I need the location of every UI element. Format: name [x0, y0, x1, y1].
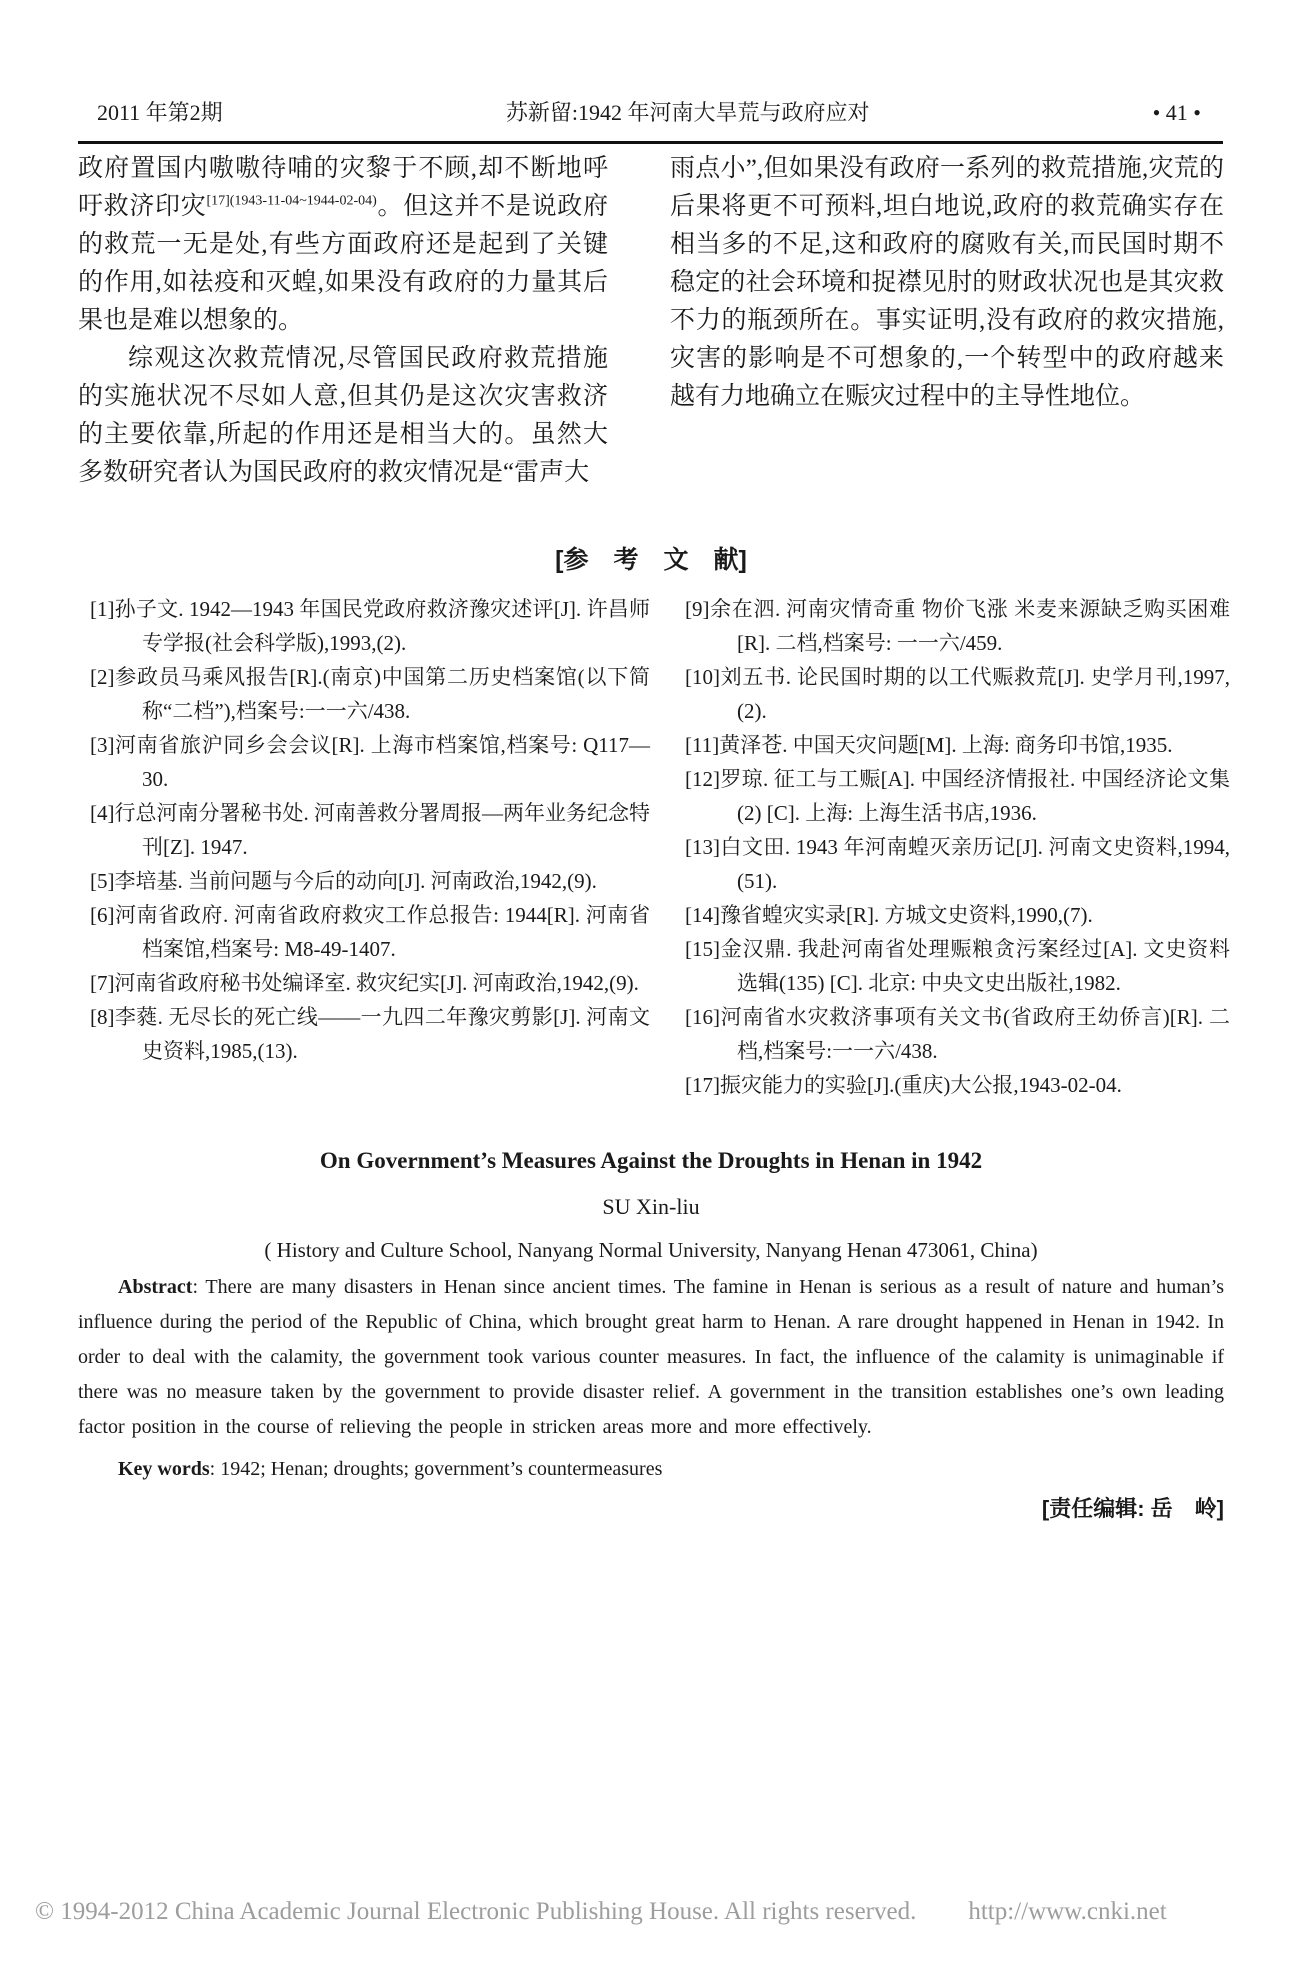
header-rule — [78, 141, 1223, 144]
reference-item: [3]河南省旅沪同乡会会议[R]. 上海市档案馆,档案号: Q117—30. — [90, 733, 650, 791]
reference-item: [2]参政员马乘风报告[R].(南京)中国第二历史档案馆(以下简称“二档”),档案号:一一六/438. — [90, 665, 650, 723]
body-paragraph-continuation — [78, 150, 608, 340]
body-paragraph-2: 综观这次救荒情况,尽管国民政府救荒措施的实施状况不尽如人意,但其仍是这次灾害救济的主要依靠,所起的作用还是相当大的。虽然大多数研究者认为国民政府的救灾情况是“雷声大 — [78, 345, 608, 486]
reference-item: [9]余在泗. 河南灾情奇重 物价飞涨 米麦来源缺乏购买困难[R]. 二档,档案号: 一一六/459. — [685, 597, 1230, 655]
reference-item: [8]李蕤. 无尽长的死亡线——一九四二年豫灾剪影[J]. 河南文史资料,1985,(13). — [90, 1005, 650, 1063]
english-keywords — [78, 1458, 1224, 1481]
page-header — [97, 96, 1201, 127]
reference-item: [15]金汉鼎. 我赴河南省处理赈粮贪污案经过[A]. 文史资料选辑(135) [C]. 北京: 中央文史出版社,1982. — [685, 937, 1230, 995]
issue-label: 2011 年第2期 — [97, 100, 223, 125]
reference-item: [16]河南省水灾救济事项有关文书(省政府王幼侨言)[R]. 二档,档案号:一一六/438. — [685, 1005, 1230, 1063]
footnote-reference: [17](1943-11-04~1944-02-04) — [206, 193, 377, 209]
body-paragraph-2-continued: 雨点小”,但如果没有政府一系列的救荒措施,灾荒的后果将更不可预料,坦白地说,政府的救荒确实存在相当多的不足,这和政府的腐败有关,而民国时期不稳定的社会环境和捉襟见肘的财政状况也是其灾救不力的瓶颈所在。事实证明,没有政府的救灾措施,灾害的影响是不可想象的,一个转型中的政府越来越有力地确立在赈灾过程中的主导性地位。 — [670, 155, 1224, 410]
abstract-label: Abstract — [118, 1276, 193, 1298]
english-title: On Government’s Measures Against the Droughts in Henan in 1942 — [319, 1148, 983, 1173]
page-footer — [35, 1898, 1261, 1926]
keywords-text: : 1942; Henan; droughts; government’s countermeasures — [209, 1458, 663, 1480]
body-column-right — [670, 150, 1224, 492]
reference-item: [7]河南省政府秘书处编译室. 救灾纪实[J]. 河南政治,1942,(9). — [90, 971, 639, 995]
reference-item: [12]罗琼. 征工与工赈[A]. 中国经济情报社. 中国经济论文集(2) [C]. 上海: 上海生活书店,1936. — [685, 767, 1230, 825]
reference-item: [14]豫省蝗灾实录[R]. 方城文史资料,1990,(7). — [685, 903, 1093, 927]
references-column-right — [685, 592, 1230, 1102]
reference-item: [5]李培基. 当前问题与今后的动向[J]. 河南政治,1942,(9). — [90, 869, 597, 893]
reference-item: [10]刘五书. 论民国时期的以工代赈救荒[J]. 史学月刊,1997,(2). — [685, 665, 1230, 723]
body-column-left — [78, 150, 608, 492]
reference-item: [6]河南省政府. 河南省政府救灾工作总报告: 1944[R]. 河南省档案馆,档案号: M8-49-1407. — [90, 903, 650, 961]
reference-item: [13]白文田. 1943 年河南蝗灭亲历记[J]. 河南文史资料,1994,(51). — [685, 835, 1230, 893]
english-author: SU Xin-liu — [602, 1194, 700, 1219]
keywords-label: Key words — [118, 1458, 210, 1480]
responsible-editor: [责任编辑: 岳 岭] — [1041, 1496, 1224, 1521]
reference-item: [4]行总河南分署秘书处. 河南善救分署周报—两年业务纪念特刊[Z]. 1947. — [90, 801, 650, 859]
english-affiliation: ( History and Culture School, Nanyang Normal University, Nanyang Henan 473061, China) — [264, 1238, 1038, 1262]
body-para1-rest: 。但这并不是说政府的救荒一无是处,有些方面政府还是起到了关键的作用,如祛疫和灭蝗,如果没有政府的力量其后果也是难以想象的。 — [78, 193, 608, 334]
reference-item: [1]孙子文. 1942—1943 年国民党政府救济豫灾述评[J]. 许昌师专学报(社会科学版),1993,(2). — [90, 597, 650, 655]
running-title: 苏新留:1942 年河南大旱荒与政府应对 — [505, 100, 870, 125]
body-para1-text: 政府置国内嗷嗷待哺的灾黎于不顾,却不断地呼吁救济印灾 — [78, 155, 608, 220]
page-number: • 41 • — [1152, 100, 1201, 125]
english-abstract — [78, 1270, 1224, 1445]
abstract-text: : There are many disasters in Henan since ancient times. The famine in Henan is serious as a result of nature and human’s influence during the period of the Republic of China, which brought great harm to Henan. A rare drought happened in Henan in 1942. In order to deal with the calamity, the government took various counter measures. In fact, the influence of the calamity is unimaginable if there was no measure taken by the government to provide disaster relief. A government in the transition establishes one’s own leading factor position in the course of relieving the people in stricken areas more and more effectively. — [78, 1276, 1224, 1438]
copyright-notice: © 1994-2012 China Academic Journal Electronic Publishing House. All rights reserved. — [35, 1898, 917, 1925]
body-text — [78, 150, 1224, 492]
references-column-left — [90, 592, 650, 1102]
reference-item: [17]振灾能力的实验[J].(重庆)大公报,1943-02-04. — [685, 1073, 1122, 1097]
cnki-url: http://www.cnki.net — [968, 1898, 1167, 1925]
reference-item: [11]黄泽苍. 中国天灾问题[M]. 上海: 商务印书馆,1935. — [685, 733, 1173, 757]
references-heading: [参 考 文 献] — [555, 546, 747, 574]
references-section — [90, 592, 1230, 1102]
